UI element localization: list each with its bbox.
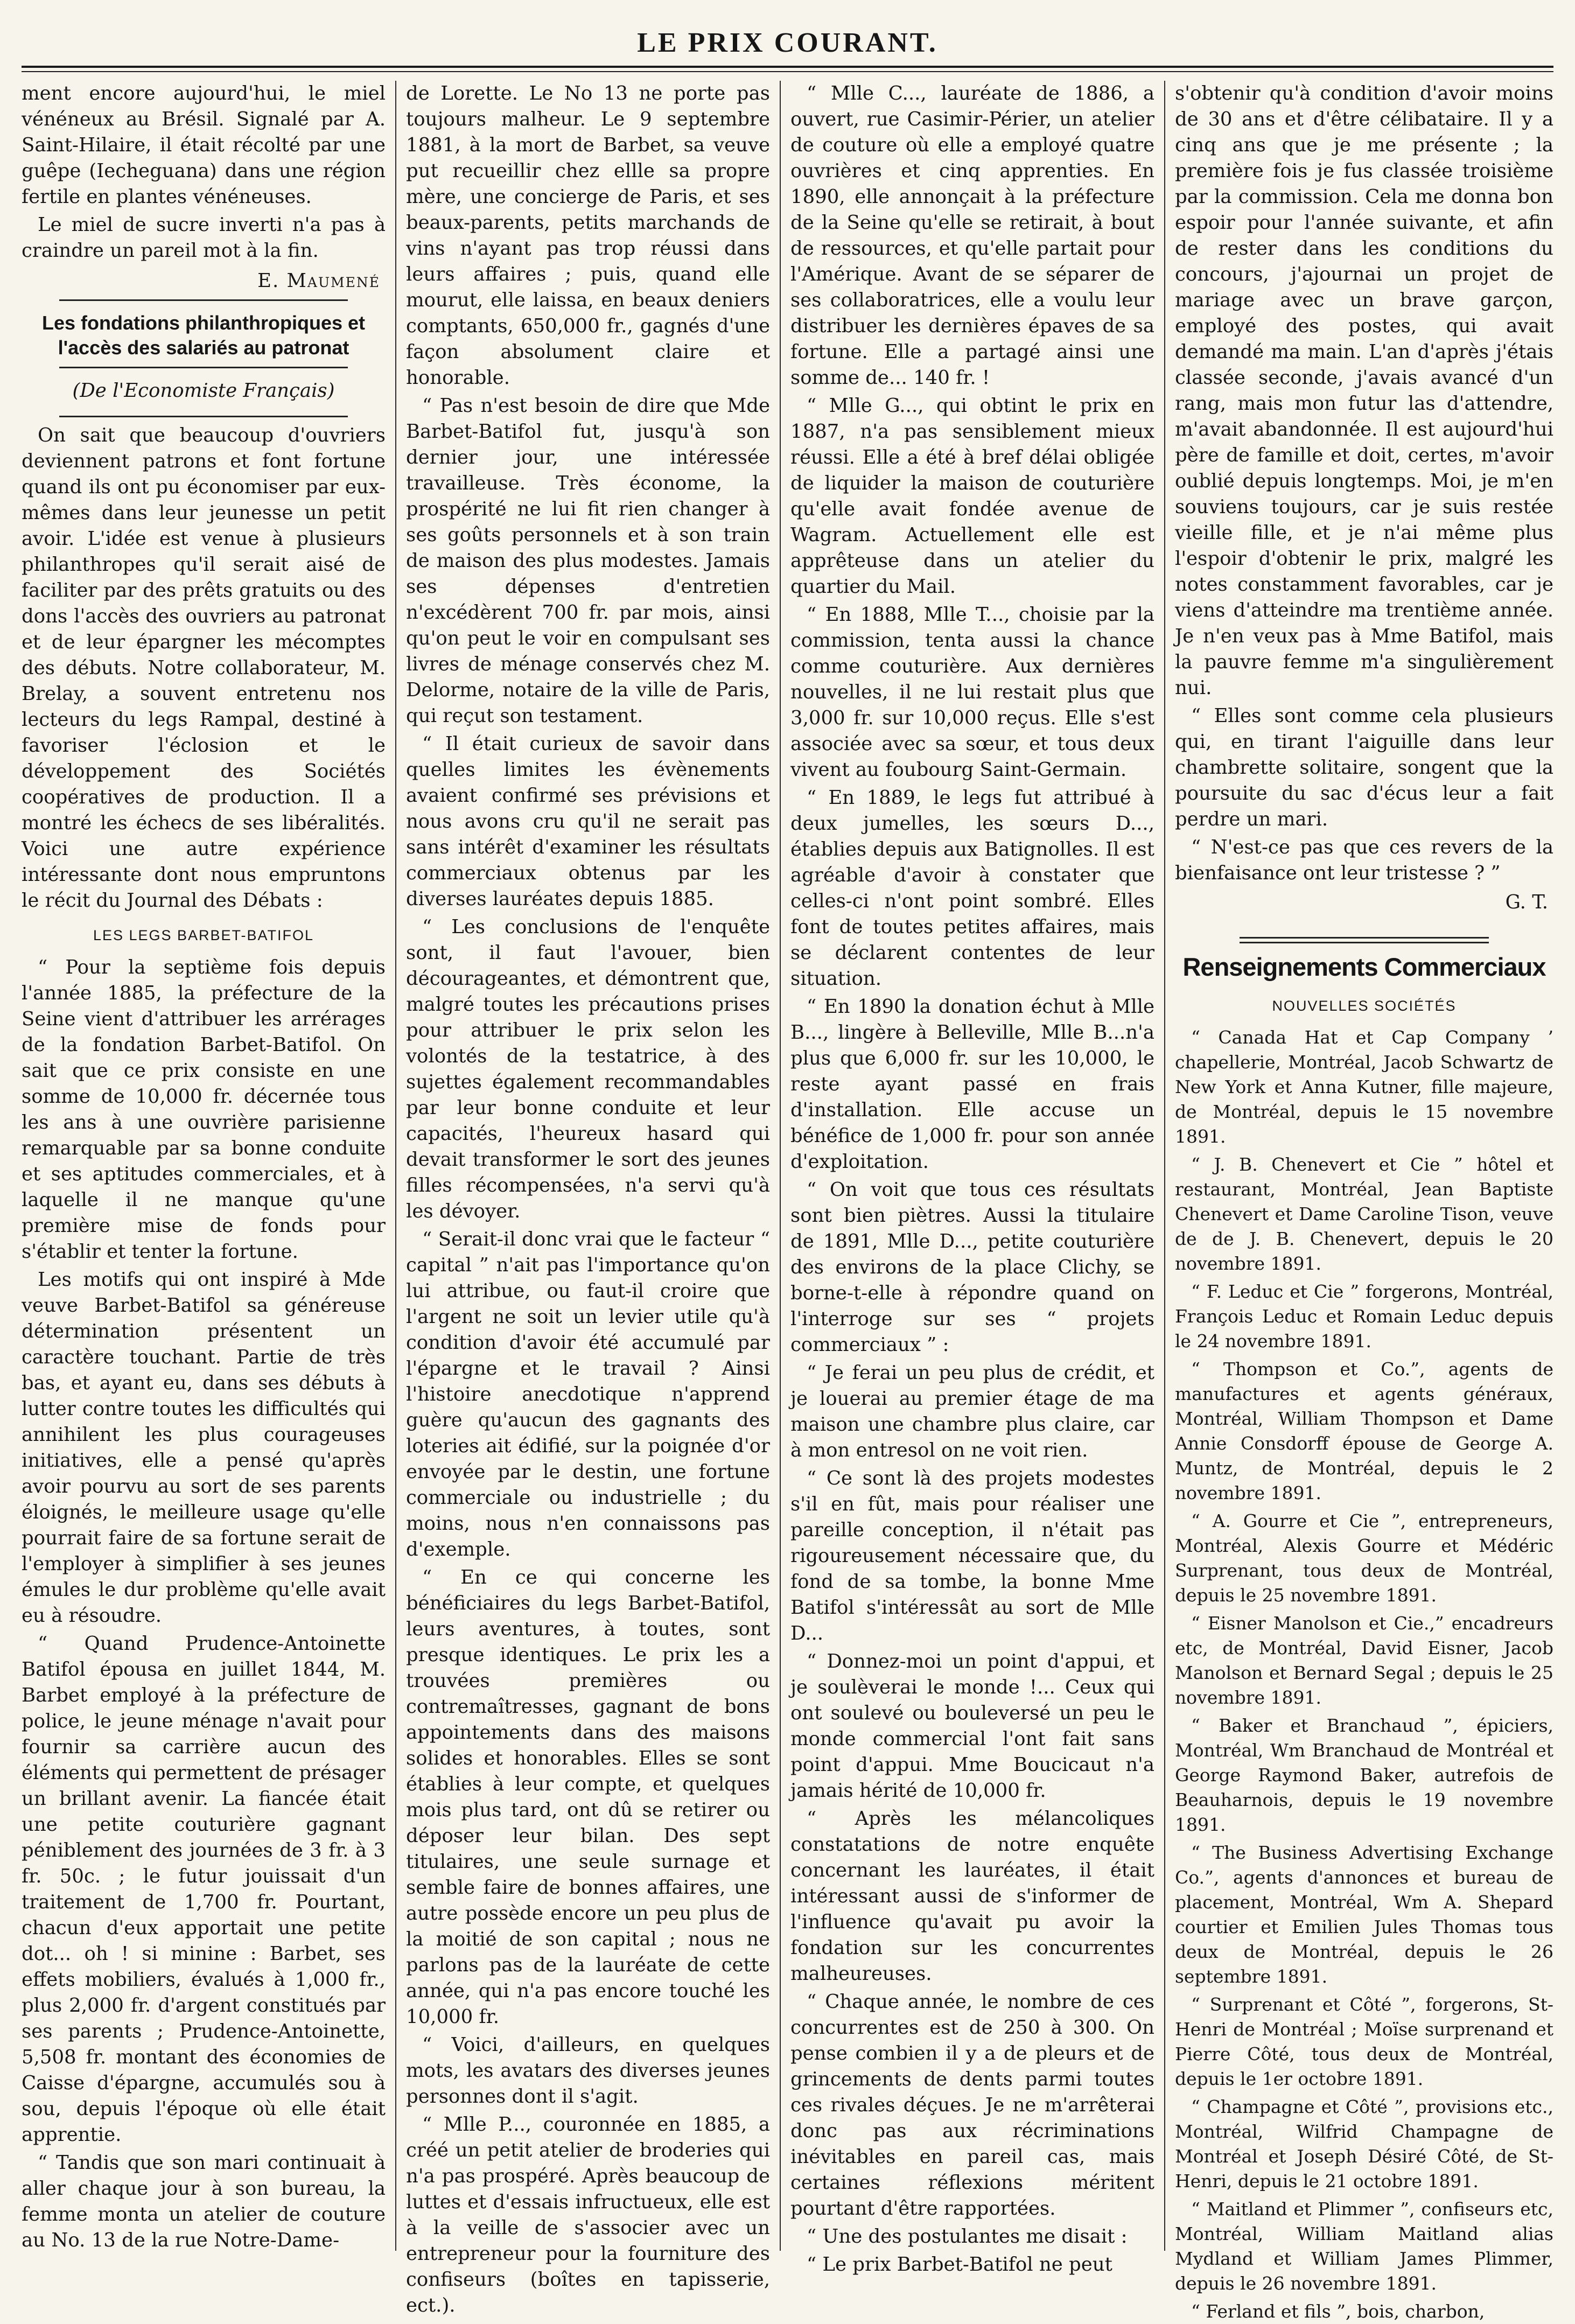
paragraph: “ Ce sont là des projets modestes s'il en fût, mais pour réaliser une pareille conception, il n'était pas rigoureusement nécessaire que, du fond de sa tombe, la bonne Mme Batifol s'intéressât au sort de Mlle D... (790, 1467, 1154, 1644)
paragraph: “ Une des postulantes me disait : (807, 2225, 1128, 2248)
separator-rule (59, 416, 348, 417)
paragraph: “ En 1888, Mlle T..., choisie par la commission, tenta aussi la chance comme couturière. Aux dernières nouvelles, il ne lui restait plus que 3,000 fr. sur 10,000 reçus. Elle s'est associée avec sa sœur, et tous deux vivent au foubourg Saint-Germain. (790, 604, 1154, 781)
newspaper-title: LE PRIX COURANT. (637, 27, 938, 58)
paragraph: Le miel de sucre inverti n'a pas à craindre un pareil mot à la fin. (22, 214, 386, 262)
paragraph: “ Donnez-moi un point d'appui, et je soulèverai le monde !... Ceux qui ont soulevé ou bouleversé un peu le monde commercial l'ont fait sans point d'appui. Mme Boucicaut n'a jamais hérité de 10,000 fr. (790, 1650, 1154, 1802)
paragraph: “ Mlle C..., lauréate de 1886, a ouvert, rue Casimir-Périer, un atelier de couture où elle a employé quatre ouvrières et cinq apprenties. En 1890, elle annonçait à la préfecture de la Seine qu'elle se retirait, à bout de ressources, et qu'elle partait pour l'Amérique. Avant de se séparer de ses collaboratrices, elle a voulu leur distribuer les dernières épaves de sa fortune. Elle a partagé ainsi une somme de... 140 fr. ! (790, 82, 1154, 389)
list-item: “ F. Leduc et Cie ” forgerons, Montréal, François Leduc et Romain Leduc depuis le 24 novembre 1891. (1175, 1281, 1553, 1352)
subsection-heading: LES LEGS BARBET-BATIFOL (93, 927, 314, 943)
paragraph: “ En 1890 la donation échut à Mlle B..., lingère à Belleville, Mlle B...n'a plus que 6,000 fr. sur les 10,000, le reste ayant passé en frais d'installation. Elle accuse un bénéfice de 1,000 fr. pour son année d'exploitation. (790, 996, 1154, 1173)
list-item: “ The Business Advertising Exchange Co.”, agents d'annonces et bureau de placement, Montréal, Wm A. Shepard courtier et Emilien Jules Thomas tous deux de Montréal, depuis le 26 septembre 1891. (1175, 1842, 1553, 1987)
paragraph: ment encore aujourd'hui, le miel vénéneux au Brésil. Signalé par A. Saint-Hilaire, il était récolté par une guêpe (Iecheguana) dans une région fertile en plantes vénéneuses. (22, 82, 386, 208)
list-item: “ Ferland et fils ”, bois, charbon, (1191, 2301, 1485, 2322)
author-signature: E. Maumené (257, 270, 380, 292)
column-4 (1175, 81, 1553, 2322)
paragraph: de Lorette. Le No 13 ne porte pas toujours malheur. Le 9 septembre 1881, à la mort de Barbet, sa veuve put recueillir chez ellle sa propre mère, une concierge de Paris, et ses beaux-parents, petits marchands de vins n'ayant pas trop réussi dans leurs affaires ; puis, quand elle mourut, elle laissa, en beaux deniers comptants, 650,000 fr., gagnés d'une façon absolument claire et honorable. (406, 82, 770, 389)
list-item: “ Eisner Manolson et Cie.,” encadreurs etc, de Montréal, David Eisner, Jacob Manolson et Bernard Segal ; depuis le 25 novembre 1891. (1175, 1613, 1553, 1708)
paragraph: “ On voit que tous ces résultats sont bien piètres. Aussi la titulaire de 1891, Mlle D..., petite couturière des environs de la place Clichy, se borne-t-elle à répondre quand on l'interroge sur ses “ projets commerciaux ” : (790, 1179, 1154, 1356)
column-divider (780, 81, 781, 2251)
paragraph: On sait que beaucoup d'ouvriers deviennent patrons et font fortune quand ils ont pu économiser par eux-mêmes dans leur jeunesse un petit avoir. L'idée est venue à plusieurs philanthropes qu'il serait aisé de faciliter par des prêts gratuits ou des dons l'accès des ouvriers au patronat et de leur épargner les mécomptes des débuts. Notre collaborateur, M. Brelay, a souvent entretenu nos lecteurs du legs Rampal, destiné à favoriser l'éclosion et le développement des Sociétés coopératives de production. Il a montré les échecs de ses libéralités. Voici une autre expérience intéressante dont nous empruntons le récit du Journal des Débats : (22, 424, 386, 912)
header-rule-thick (22, 66, 1553, 68)
paragraph: “ En 1889, le legs fut attribué à deux jumelles, les sœurs D..., établies depuis aux Batignolles. Il est agréable d'avoir à constater que celles-ci n'ont point sombré. Elles font de toutes petites affaires, mais se déclarent contentes de leur situation. (790, 787, 1154, 990)
list-item: “ Champagne et Côté ”, provisions etc., Montréal, Wilfrid Champagne de Montréal et Joseph Désiré Côté, de St-Henri, depuis le 21 octobre 1891. (1175, 2096, 1553, 2192)
paragraph: “ Elles sont comme cela plusieurs qui, en tirant l'aiguille dans leur chambrette solitaire, songent que la poursuite du sac d'écus leur a fait perdre un mari. (1175, 705, 1553, 830)
list-item: “ Surprenant et Côté ”, forgerons, St-Henri de Montréal ; Moïse surprenand et Pierre Côté, tous deux de Montréal, depuis le 1er octobre 1891. (1175, 1994, 1553, 2089)
paragraph: “ N'est-ce pas que ces revers de la bienfaisance ont leur tristesse ? ” (1175, 836, 1553, 884)
article-title: Les fondations philanthropiques et l'accès des salariés au patronat (41, 312, 365, 359)
separator-rule (59, 367, 348, 368)
list-item: “ Thompson et Co.”, agents de manufactures et agents généraux, Montréal, William Thompson et Dame Annie Consdorff épouse de George A. Muntz, de Montréal, depuis le 2 novembre 1891. (1175, 1359, 1553, 1503)
paragraph: s'obtenir qu'à condition d'avoir moins de 30 ans et d'être célibataire. Il y a cinq ans que je me présente ; la première fois je fus classée troisième par la commission. Cela me donna bon espoir pour l'année suivante, et afin de rester dans les conditions du concours, j'ajournai un projet de mariage avec un brave garçon, employé des postes, qui avait demandé ma main. L'an d'après j'étais classée seconde, j'avais avancé d'un rang, mais mon futur las d'attendre, m'avait abandonnée. Il est aujourd'hui père de famille et doit, certes, m'avoir oublié depuis longtemps. Moi, je m'en souviens toujours, car je suis restée vieille fille, et je n'ai même plus l'espoir d'obtenir le prix, malgré les notes constamment favorables, car je viens d'atteindre ma trentième année. Je n'en veux pas à Mme Batifol, mais la pauvre femme m'a singulièrement nui. (1175, 82, 1553, 699)
author-signature: G. T. (1505, 891, 1548, 913)
list-item: “ Canada Hat et Cap Company ’ chapellerie, Montréal, Jacob Schwartz de New York et Anna Kutner, fille majeure, de Montréal, depuis le 15 novembre 1891. (1175, 1027, 1553, 1147)
paragraph: “ Serait-il donc vrai que le facteur “ capital ” n'ait pas l'importance qu'on lui attribue, ou faut-il croire que l'argent ne soit un levier utile qu'à condition d'avoir été accumulé par l'épargne et le travail ? Ainsi l'histoire anecdotique n'apprend guère qu'aucun des gagnants des loteries ait édifié, sur la poignée d'or envoyée par le destin, une fortune commerciale ou industrielle ; du moins, nous n'en connaissons pas d'exemple. (406, 1228, 770, 1560)
paragraph: “ Je ferai un peu plus de crédit, et je louerai au premier étage de ma maison une chambre plus claire, car à mon entresol on ne voit rien. (790, 1362, 1154, 1461)
paragraph: “ Le prix Barbet-Batifol ne peut (807, 2253, 1112, 2276)
separator-rule (1240, 937, 1489, 943)
column-3 (790, 81, 1154, 2276)
column-2 (406, 81, 770, 2316)
paragraph: “ Voici, d'ailleurs, en quelques mots, les avatars des diverses jeunes personnes dont il s'agit. (406, 2034, 770, 2108)
list-item: “ Baker et Branchaud ”, épiciers, Montréal, Wm Branchaud de Montréal et George Raymond Baker, autrefois de Beauharnois, depuis le 19 novembre 1891. (1175, 1715, 1553, 1835)
header-rule-thin (22, 71, 1553, 72)
column-1 (22, 81, 386, 2251)
paragraph: “ Pour la septième fois depuis l'année 1885, la préfecture de la Seine vient d'attribuer les arrérages de la fondation Barbet-Batifol. On sait que ce prix consiste en une somme de 10,000 fr. décernée tous les ans à une ouvrière parisienne remarquable par sa bonne conduite et ses aptitudes commerciales, et à laquelle il ne manque qu'une première mise de fonds pour s'établir et tenter la fortune. (22, 956, 386, 1263)
column-divider (1164, 81, 1165, 2251)
list-item: “ Maitland et Plimmer ”, confiseurs etc, Montréal, William Maitland alias Mydland et William James Plimmer, depuis le 26 novembre 1891. (1175, 2199, 1553, 2294)
paragraph: “ Après les mélancoliques constatations de notre enquête concernant les lauréates, il était intéressant aussi de s'informer de l'influence qu'avait pu avoir la fondation sur les concurrentes malheureuses. (790, 1808, 1154, 1985)
list-item: “ J. B. Chenevert et Cie ” hôtel et restaurant, Montréal, Jean Baptiste Chenevert et Dame Caroline Tison, veuve de de J. B. Chenevert, depuis le 20 novembre 1891. (1175, 1154, 1553, 1274)
section-title: Renseignements Commerciaux (1182, 953, 1546, 981)
column-divider (395, 81, 396, 2251)
paragraph: “ Chaque année, le nombre de ces concurrentes est de 250 à 300. On pense combien il y a de pleurs et de grincements de dents parmi toutes ces rivales déçues. Je ne m'arrêterai donc pas aux récriminations inévitables en pareil cas, mais certaines réflexions méritent pourtant d'être rapportées. (790, 1991, 1154, 2220)
paragraph: “ Mlle P..., couronnée en 1885, a créé un petit atelier de broderies qui n'a pas prospéré. Après beaucoup de luttes et d'essais infructueux, elle est à la veille de s'associer avec un entrepreneur pour la fourniture des confiseurs (boîtes en tapisserie, ect.). (406, 2113, 770, 2316)
paragraph: “ En ce qui concerne les bénéficiaires du legs Barbet-Batifol, leurs aventures, à toutes, sont presque identiques. Le prix les a trouvées premières ou contremaîtresses, gagnant de bons appointements dans des maisons solides et honorables. Elles se sont établies à leur compte, et quelques mois plus tard, ont dû se retirer ou déposer leur bilan. Des sept titulaires, une seule surnage et semble faire de bonnes affaires, une autre possède encore un peu plus de la moitié de son capital ; nous ne parlons pas de la lauréate de cette année, qui n'a pas encore touché les 10,000 fr. (406, 1566, 770, 2028)
separator-rule (59, 299, 348, 301)
subsection-heading: NOUVELLES SOCIÉTÉS (1272, 998, 1457, 1014)
article-source: (De l'Economiste Français) (72, 380, 335, 402)
paragraph: “ Pas n'est besoin de dire que Mde Barbet-Batifol fut, jusqu'à son dernier jour, une intéressée travailleuse. Très économe, la prospérité ne lui fit rien changer à ses goûts personnels et à son train de maison des plus modestes. Jamais ses dépenses d'entretien n'excédèrent 700 fr. par mois, ainsi qu'on peut le voir en compulsant ses livres de ménage conservés chez M. Delorme, notaire de la ville de Paris, qui reçut son testament. (406, 395, 770, 727)
paragraph: “ Il était curieux de savoir dans quelles limites les évènements avaient confirmé ses prévisions et nous avons cru qu'il ne serait pas sans intérêt d'examiner les résultats commerciaux obtenus par les diverses lauréates depuis 1885. (406, 733, 770, 910)
paragraph: “ Quand Prudence-Antoinette Batifol épousa en juillet 1844, M. Barbet employé à la préfecture de police, le jeune ménage n'avait pour fournir sa carrière aucun des éléments qui permettent de présager un brillant avenir. La fiancée était une petite couturière gagnant péniblement des journées de 3 fr. à 3 fr. 50c. ; le futur jouissait d'un traitement de 1,700 fr. Pourtant, chacun d'eux apportait une petite dot... oh ! si minine : Barbet, ses effets mobiliers, évalués à 1,000 fr., plus 2,000 fr. d'argent constitués par ses parents ; Prudence-Antoinette, 5,508 fr. montant des économies de Caisse d'épargne, accumulés sou à sou, depuis l'époque où elle était apprentie. (22, 1633, 386, 2146)
paragraph: “ Tandis que son mari continuait à aller chaque jour à son bureau, la femme monta un atelier de couture au No. 13 de la rue Notre-Dame- (22, 2152, 386, 2251)
list-item: “ A. Gourre et Cie ”, entrepreneurs, Montréal, Alexis Gourre et Médéric Surprenant, tous deux de Montréal, depuis le 25 novembre 1891. (1175, 1510, 1553, 1606)
paragraph: “ Les conclusions de l'enquête sont, il faut l'avouer, bien décourageantes, et démontrent que, malgré toutes les précautions prises pour attribuer le prix selon les volontés de la testatrice, à des sujettes également recommandables par leur bonne conduite et leur capacités, l'heureux hasard qui devait transformer le sort des jeunes filles récompensées, n'a servi qu'à les dévoyer. (406, 916, 770, 1222)
paragraph: “ Mlle G..., qui obtint le prix en 1887, n'a pas sensiblement mieux réussi. Elle a été à bref délai obligée de liquider la maison de couturière qu'elle avait fondée avenue de Wagram. Actuellement elle est apprêteuse dans un atelier du quartier du Mail. (790, 395, 1154, 598)
paragraph: Les motifs qui ont inspiré à Mde veuve Barbet-Batifol sa généreuse détermination présentent un caractère touchant. Partie de très bas, et ayant eu, dans ses débuts à lutter contre toutes les difficultés qui annihilent les plus courageuses initiatives, elle a pensé qu'après avoir pourvu au sort de ses parents éloignés, le meilleure usage qu'elle pourrait faire de sa fortune serait de l'employer à simplifier à ses jeunes émules le dur problème qu'elle avait eu à résoudre. (22, 1269, 386, 1627)
